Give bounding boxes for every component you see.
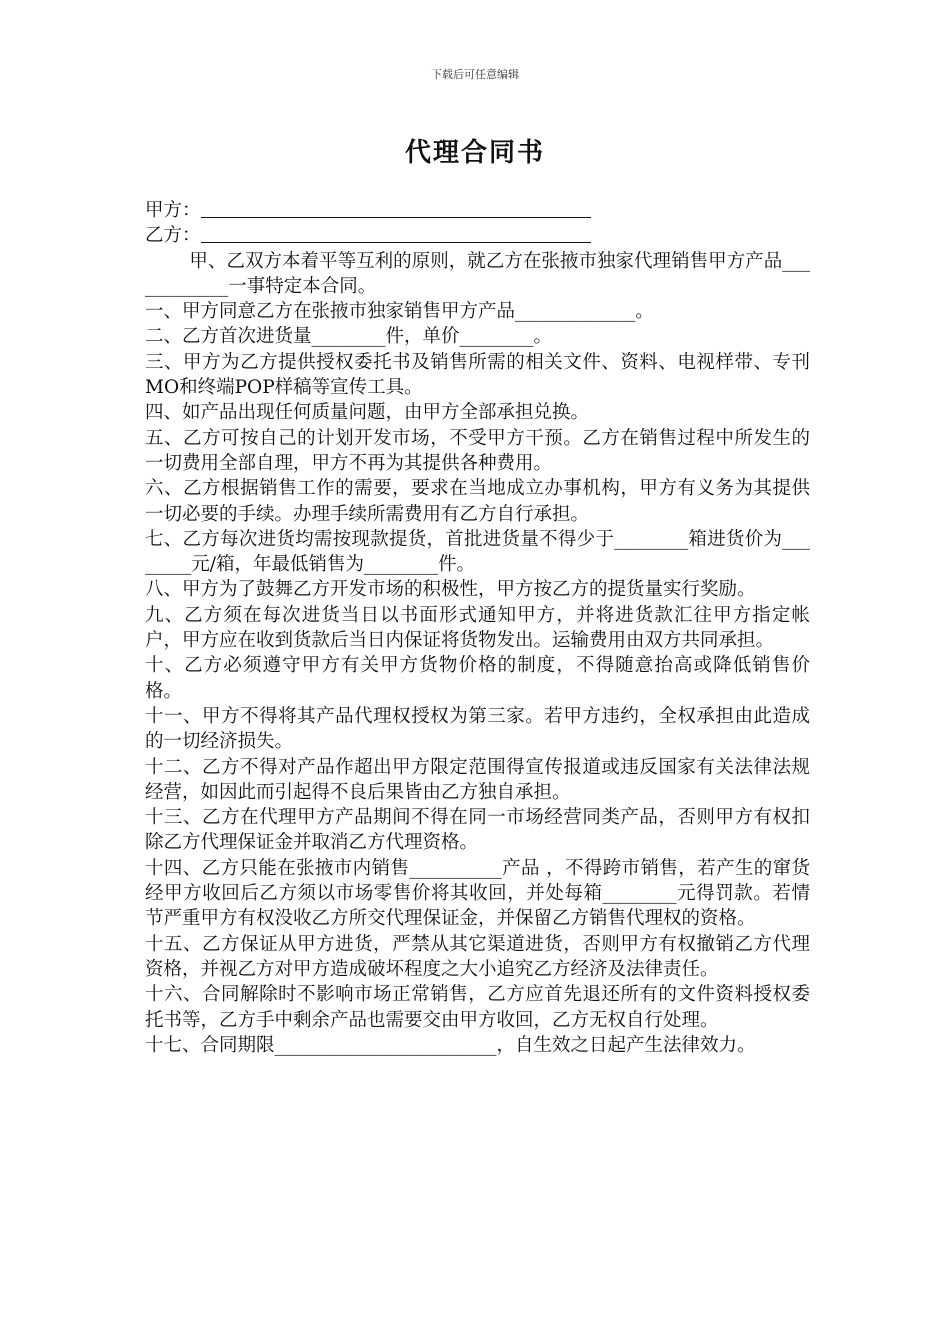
clause-14: 十四、乙方只能在张掖市内销售__________产品 ，不得跨市销售，若产生的窜货经甲方收回后乙方须以市场零售价将其收回，并处每箱________元得罚款。若情节严重甲方有权没收乙方所交代理保证金，并保留乙方销售代理权的资格。 xyxy=(145,857,810,930)
clause-9: 九、乙方须在每次进货当日以书面形式通知甲方，并将进货款汇往甲方指定帐户，甲方应在收到货款后当日内保证将货物发出。运输费用由双方共同承担。 xyxy=(145,604,810,652)
intro-paragraph: 甲、乙双方本着平等互利的原则，就乙方在张掖市独家代理销售甲方产品____________一事特定本合同。 xyxy=(145,250,810,297)
clause-10: 十、乙方必须遵守甲方有关甲方货物价格的制度，不得随意抬高或降低销售价格。 xyxy=(145,655,810,702)
clause-15: 十五、乙方保证从甲方进货，严禁从其它渠道进货，否则甲方有权撤销乙方代理资格，并视乙方对甲方造成破坏程度之大小追究乙方经济及法律责任。 xyxy=(145,933,810,980)
clause-17: 十七、合同期限________________________，自生效之日起产生法律效力。 xyxy=(145,1034,756,1056)
party-b xyxy=(145,223,810,248)
party-a-label: 甲方： xyxy=(145,200,201,221)
party-a xyxy=(145,198,810,223)
page-header: 下载后可任意编辑 xyxy=(431,68,519,81)
party-b-blank xyxy=(201,224,591,243)
clause-4: 四、如产品出现任何质量问题，由甲方全部承担兑换。 xyxy=(145,402,590,424)
clause-1: 一、甲方同意乙方在张掖市独家销售甲方产品_____________。 xyxy=(145,301,654,323)
party-b-label: 乙方： xyxy=(145,225,201,247)
document-title: 代理合同书 xyxy=(404,138,545,168)
clause-7: 七、乙方每次进货均需按现款提货，首批进货量不得少于________箱进货价为________元/箱，年最低销售为________件。 xyxy=(145,528,810,576)
clause-11: 十一、甲方不得将其产品代理权授权为第三家。若甲方违约，全权承担由此造成的一切经济损失。 xyxy=(145,705,810,753)
clause-13: 十三、乙方在代理甲方产品期间不得在同一市场经营同类产品，否则甲方有权扣除乙方代理保证金并取消乙方代理资格。 xyxy=(145,807,810,854)
clause-5: 五、乙方可按自己的计划开发市场，不受甲方干预。乙方在销售过程中所发生的一切费用全部自理，甲方不再为其提供各种费用。 xyxy=(145,427,810,474)
clause-2: 二、乙方首次进货量________件，单价________。 xyxy=(145,326,553,348)
clause-8: 八、甲方为了鼓舞乙方开发市场的积极性，甲方按乙方的提货量实行奖励。 xyxy=(145,579,756,601)
clause-16: 十六、合同解除时不影响市场正常销售，乙方应首先退还所有的文件资料授权委托书等，乙方手中剩余产品也需要交由甲方收回，乙方无权自行处理。 xyxy=(145,984,810,1031)
clause-3: 三、甲方为乙方提供授权委托书及销售所需的相关文件、资料、电视样带、专刊MO和终端POP样稿等宣传工具。 xyxy=(145,351,810,399)
contract-body xyxy=(145,198,810,1058)
clause-6: 六、乙方根据销售工作的需要，要求在当地成立办事机构，甲方有义务为其提供一切必要的手续。办理手续所需费用有乙方自行承担。 xyxy=(145,478,810,525)
party-a-blank xyxy=(201,199,591,218)
clause-12: 十二、乙方不得对产品作超出甲方限定范围得宣传报道或违反国家有关法律法规经营，如因此而引起得不良后果皆由乙方独自承担。 xyxy=(145,756,810,803)
